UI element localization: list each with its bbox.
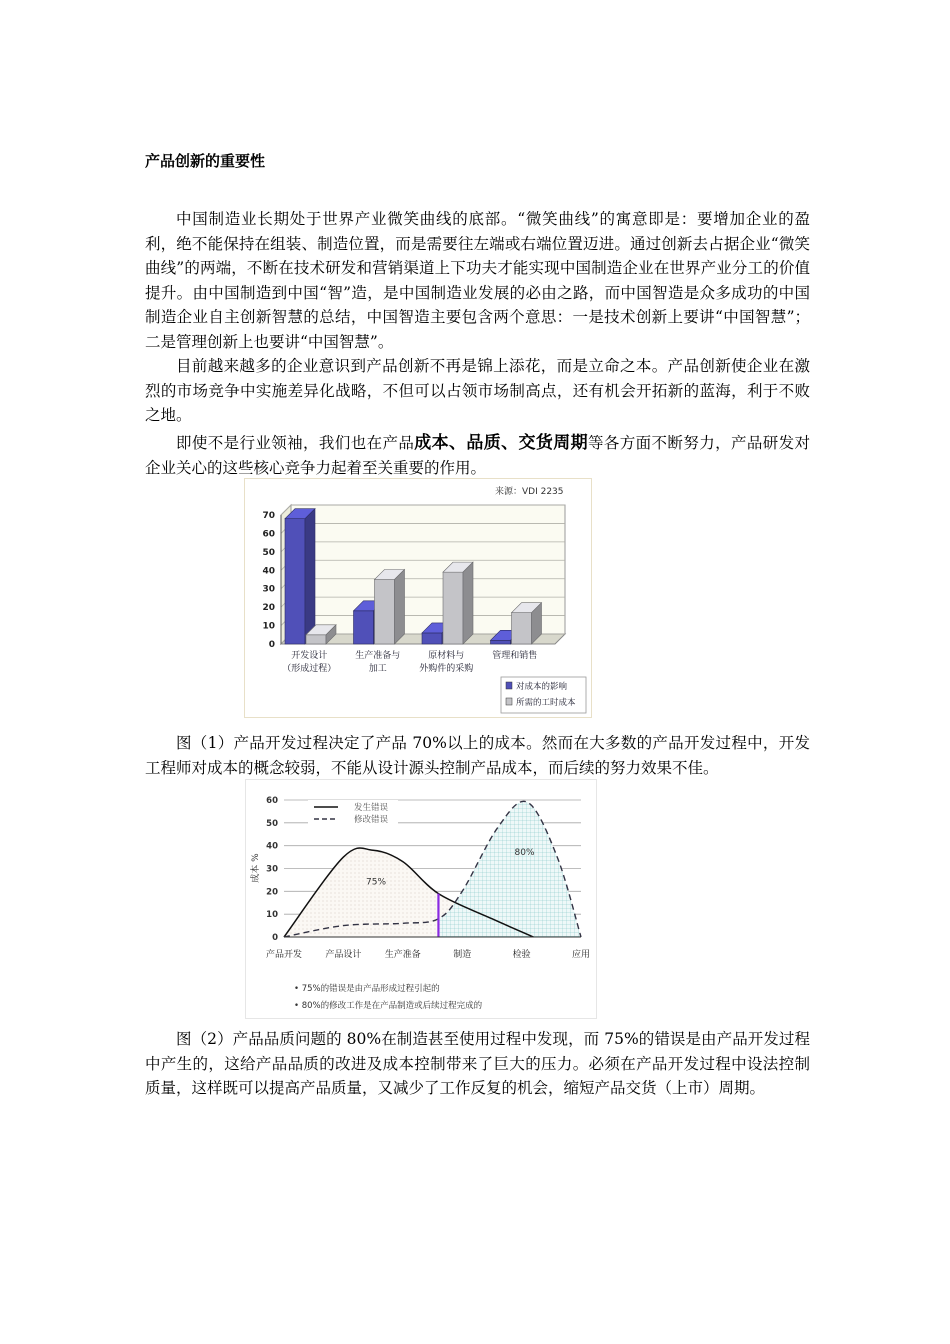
y-tick-label: 40	[266, 841, 278, 852]
bar-side	[305, 509, 315, 644]
y-tick-label: 40	[262, 566, 275, 577]
figure-1-caption: 图（1）产品开发过程决定了产品 70%以上的成本。然而在大多数的产品开发过程中，开发工程师对成本的概念较弱，不能从设计源头控制产品成本，而后续的努力效果不佳。	[145, 734, 810, 777]
y-tick-label: 20	[266, 887, 278, 898]
x-category-label: 开发设计	[291, 651, 328, 661]
bar	[354, 611, 374, 644]
bar-side	[463, 562, 473, 644]
figure-note: • 80%的修改工作是在产品制造或后续过程完成的	[294, 1001, 483, 1011]
legend-label: 对成本的影响	[516, 682, 568, 692]
bar-side	[395, 570, 405, 645]
bar	[491, 640, 511, 644]
x-category-label: 生产准备与	[355, 651, 401, 661]
y-tick-label: 50	[266, 818, 278, 829]
emphasis-cost-quality-delivery: 成本、品质、交货周期	[414, 433, 589, 453]
bar	[375, 580, 395, 645]
y-tick-label: 60	[262, 529, 275, 540]
y-tick-label: 20	[262, 603, 275, 614]
bar	[306, 635, 326, 644]
x-category-label: 加工	[368, 664, 387, 674]
x-category-label: （形成过程）	[282, 664, 337, 674]
legend-label-errors: 发生错误	[354, 803, 389, 813]
x-category-label: 制造	[453, 950, 472, 960]
page-title: 产品创新的重要性	[145, 152, 266, 170]
paragraph-competitiveness	[145, 431, 810, 480]
y-axis-label: 成本 %	[251, 853, 261, 883]
x-category-label: 产品设计	[325, 950, 362, 960]
y-tick-label: 10	[262, 621, 275, 632]
legend-swatch	[506, 698, 512, 705]
figure-note: • 75%的错误是由产品形成过程引起的	[294, 984, 440, 994]
y-tick-label: 0	[268, 640, 275, 650]
line-chart-svg	[246, 780, 596, 1018]
bar	[285, 519, 305, 644]
y-tick-label: 30	[266, 864, 278, 875]
figure-2-caption: 图（2）产品品质问题的 80%在制造甚至使用过程中发现，而 75%的错误是由产品开发过程中产生的，这给产品品质的改进及成本控制带来了巨大的压力。必须在产品开发过程中设法控制质量，这样既可以提高产品质量，又减少了工作反复的机会，缩短产品交货（上市）周期。	[145, 1030, 810, 1097]
figure-cost-bar-chart	[244, 478, 592, 718]
y-tick-label: 0	[272, 933, 278, 943]
legend-label: 所需的工时成本	[516, 698, 576, 708]
annotation-error-share: 75%	[366, 877, 387, 888]
paragraph-text-pre: 即使不是行业领袖，我们也在产品	[176, 434, 415, 452]
x-category-label: 管理和销售	[492, 651, 538, 661]
annotation-correction-share: 80%	[514, 847, 535, 858]
bar	[443, 572, 463, 644]
bar	[512, 613, 532, 644]
y-tick-label: 70	[262, 511, 275, 521]
x-category-label: 应用	[571, 950, 591, 960]
figure-error-cost-curve	[245, 779, 597, 1019]
chart-source-label: 来源：VDI 2235	[495, 487, 564, 497]
y-tick-label: 50	[262, 547, 275, 558]
x-category-label: 检验	[512, 950, 531, 960]
x-category-label: 生产准备	[384, 950, 421, 960]
x-category-label: 外购件的采购	[419, 664, 474, 674]
paragraph-smile-curve: 中国制造业长期处于世界产业微笑曲线的底部。“微笑曲线”的寓意即是：要增加企业的盈利，绝不能保持在组装、制造位置，而是需要往左端或右端位置迈进。通过创新去占据企业“微笑曲线”的两端，不断在技术研发和营销渠道上下功夫才能实现中国制造企业在世界产业分工的价值提升。由中国制造到中国“智”造，是中国制造业发展的必由之路，而中国智造是众多成功的中国制造企业自主创新智慧的总结，中国智造主要包含两个意思：一是技术创新上要讲“中国智慧”；二是管理创新上也要讲“中国智慧”。	[145, 210, 810, 351]
paragraph-text-post: 等各方面不断努力，产品研发对企业关心的这些核心竞争力起着至关重要的作用。	[145, 434, 810, 477]
bar-chart-svg	[245, 479, 591, 717]
y-tick-label: 30	[262, 584, 275, 595]
x-category-label: 原材料与	[428, 651, 465, 661]
paragraph-innovation: 目前越来越多的企业意识到产品创新不再是锦上添花，而是立命之本。产品创新使企业在激烈的市场竞争中实施差异化战略，不但可以占领市场制高点，还有机会开拓新的蓝海，利于不败之地。	[145, 357, 810, 424]
y-tick-label: 10	[266, 910, 278, 921]
legend-swatch	[506, 682, 512, 689]
y-tick-label: 60	[266, 796, 278, 806]
legend-label-corrections: 修改错误	[354, 815, 389, 825]
x-category-label: 产品开发	[265, 950, 303, 960]
bar	[422, 633, 442, 644]
